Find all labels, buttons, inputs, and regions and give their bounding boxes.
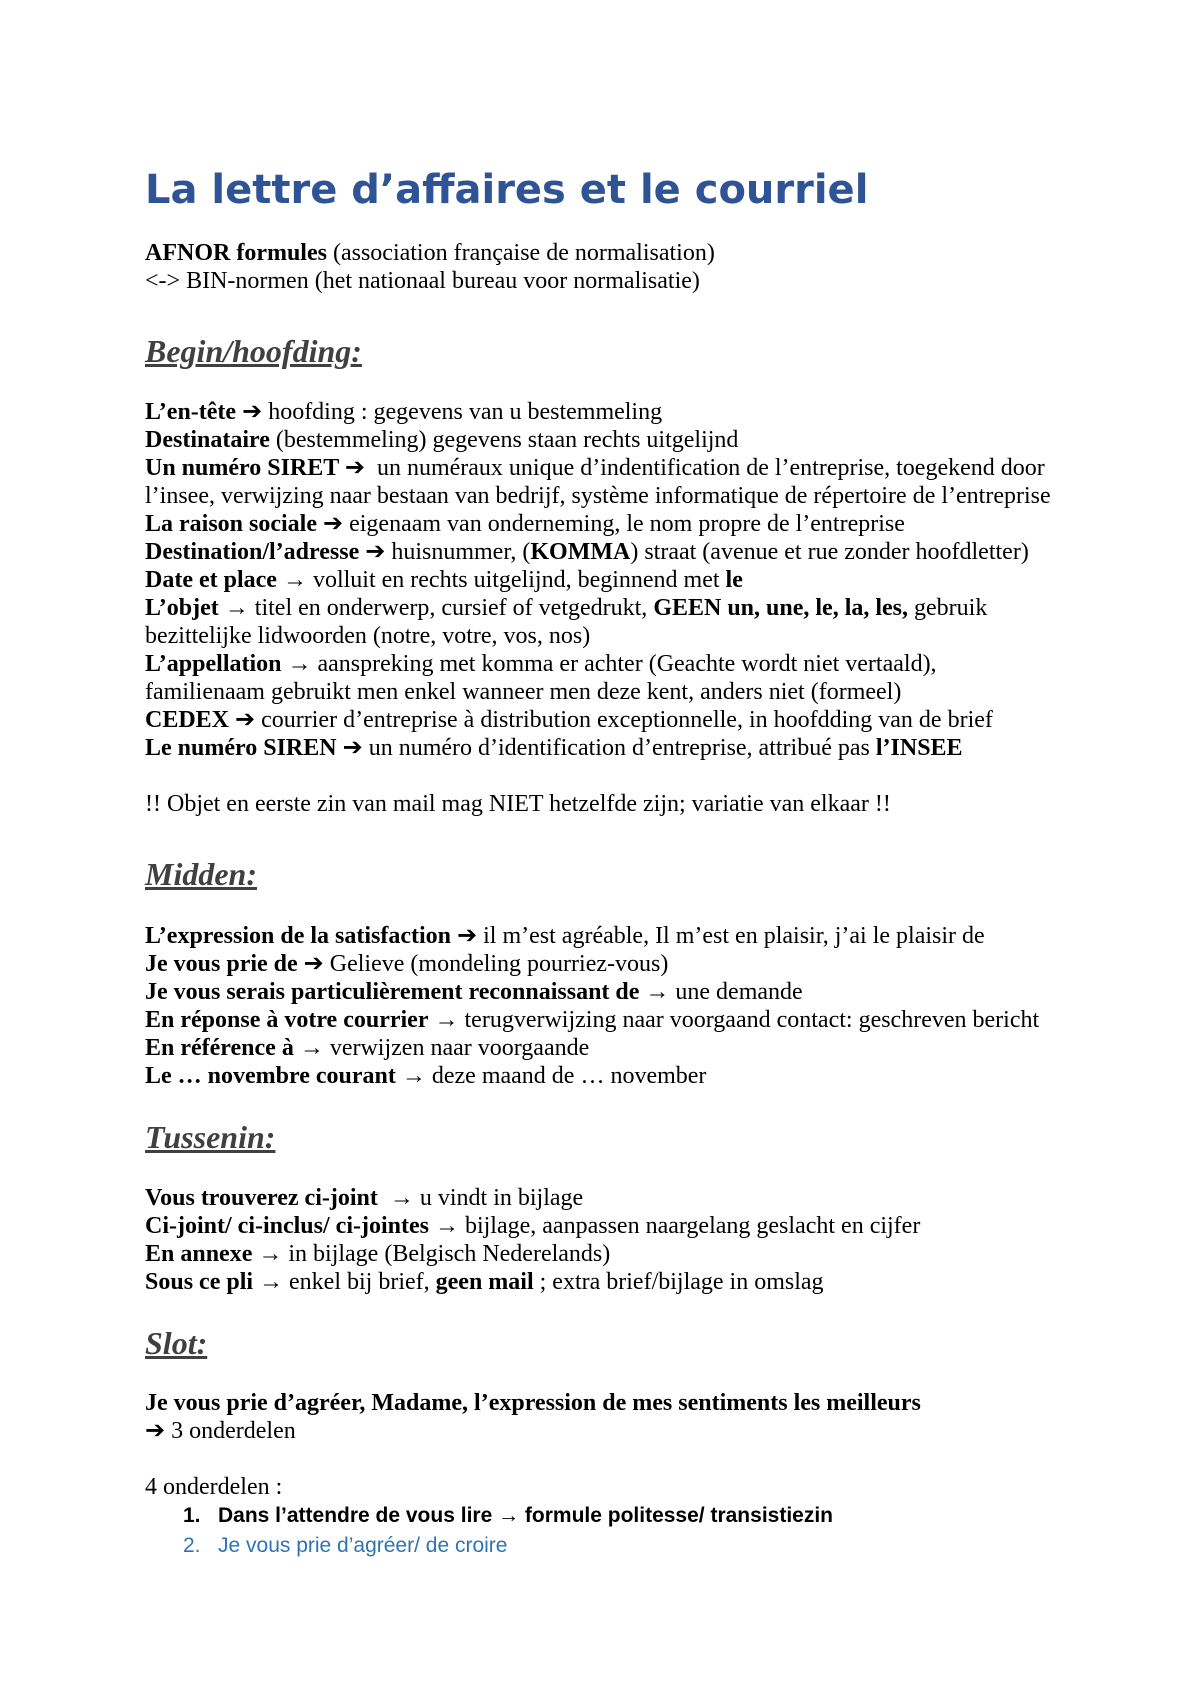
line-text: → bijlage, aanpassen naargelang geslacht en cijfer — [428, 1213, 921, 1239]
line-text: ; extra brief/bijlage in omslag — [533, 1269, 824, 1295]
slot-section — [145, 1389, 921, 1445]
siret-line — [145, 454, 1051, 482]
line-term: Un numéro SIRET ➔ — [145, 455, 365, 481]
line-term: Je vous prie de ➔ — [145, 951, 324, 977]
line-term: Ci-joint/ ci-inclus/ ci-jointes — [145, 1213, 429, 1239]
closing-formula-line — [145, 1389, 921, 1417]
section-heading-midden: Midden: — [145, 856, 257, 892]
reconnaissant-line — [145, 978, 1039, 1006]
ci-joint-line — [145, 1184, 920, 1212]
section-heading-tussenin: Tussenin: — [145, 1119, 276, 1155]
note-line — [145, 790, 891, 818]
line-text: → une demande — [639, 979, 803, 1005]
four-parts-label — [145, 1473, 282, 1501]
tussenin-section — [145, 1184, 920, 1296]
appellation-line-continued — [145, 678, 1051, 706]
line-term: CEDEX ➔ — [145, 707, 256, 733]
line-text: familienaam gebruikt men enkel wanneer men deze kent, anders niet (formeel) — [145, 679, 902, 705]
line-term: Le … novembre courant — [145, 1063, 396, 1089]
line-term: Sous ce pli — [145, 1269, 254, 1295]
siret-line-continued — [145, 482, 1051, 510]
section-heading-slot: Slot: — [145, 1325, 208, 1361]
line-text: un numéro d’identification d’entreprise, attribué pas — [362, 735, 876, 761]
line-term: L’objet — [145, 595, 219, 621]
line-term: En réponse à votre courrier — [145, 1007, 429, 1033]
intro-block — [145, 239, 715, 295]
line-text: huisnummer, ( — [385, 539, 531, 565]
line-term: La raison sociale ➔ — [145, 511, 344, 537]
novembre-line — [145, 1062, 1039, 1090]
bin-line — [145, 267, 715, 295]
three-parts-line — [145, 1417, 921, 1445]
list-text: Je vous prie d’agréer/ de croire — [218, 1534, 508, 1557]
slot-numbered-list — [0, 1501, 1200, 1561]
line-term: L’en-tête ➔ — [145, 399, 263, 425]
reference-line — [145, 1034, 1039, 1062]
list-item — [0, 1501, 1200, 1531]
line-term: Destination/l’adresse ➔ — [145, 539, 386, 565]
line-text: !! Objet en eerste zin van mail mag NIET hetzelfde zijn; variatie van elkaar !! — [145, 791, 891, 817]
list-text: Dans l’attendre de vous lire → formule politesse/ transistiezin — [218, 1504, 833, 1527]
line-term: Je vous serais particulièrement reconnaissant de — [145, 979, 640, 1005]
line-emphasis: geen mail — [435, 1269, 534, 1295]
parts-label-line — [145, 1473, 282, 1501]
line-emphasis: le — [725, 567, 743, 593]
line-text: (bestemmeling) gegevens staan rechts uitgelijnd — [269, 427, 739, 453]
line-text: → deze maand de … november — [395, 1063, 707, 1089]
line-text: un numéraux unique d’indentification de l’entreprise, toegekend door — [364, 455, 1045, 481]
ci-inclus-line — [145, 1212, 920, 1240]
line-text: courrier d’entreprise à distribution exceptionnelle, in hoofdding van de brief — [255, 707, 993, 733]
line-text: → u vindt in bijlage — [377, 1185, 584, 1211]
satisfaction-line — [145, 922, 1039, 950]
line-text: eigenaam van onderneming, le nom propre de l’entreprise — [343, 511, 905, 537]
appellation-line — [145, 650, 1051, 678]
line-text: → volluit en rechts uitgelijnd, beginnend met — [276, 567, 726, 593]
line-text: bezittelijke lidwoorden (notre, votre, vos, nos) — [145, 623, 591, 649]
line-term: Date et place — [145, 567, 277, 593]
line-text: (association française de normalisation) — [326, 240, 715, 266]
line-term: L’appellation — [145, 651, 282, 677]
line-text: hoofding : gegevens van u bestemmeling — [262, 399, 663, 425]
objet-note — [145, 790, 891, 818]
line-emphasis: l’INSEE — [875, 735, 963, 761]
objet-line — [145, 594, 1051, 622]
line-text: → titel en onderwerp, cursief of vetgedrukt, — [218, 595, 654, 621]
line-text: → verwijzen naar voorgaande — [293, 1035, 590, 1061]
line-term: L’expression de la satisfaction ➔ — [145, 923, 478, 949]
line-text: gebruik — [908, 595, 988, 621]
line-text: ➔ 3 onderdelen — [145, 1418, 296, 1444]
line-text: → aanspreking met komma er achter (Geachte wordt niet vertaald), — [281, 651, 937, 677]
line-emphasis: GEEN un, une, le, la, les, — [653, 595, 909, 621]
line-text: <-> BIN-normen (het nationaal bureau voor normalisatie) — [145, 268, 700, 294]
afnor-line — [145, 239, 715, 267]
line-term: Je vous prie d’agréer, Madame, l’expression de mes sentiments les meilleurs — [145, 1390, 921, 1416]
line-text: Gelieve (mondeling pourriez-vous) — [323, 951, 669, 977]
line-term: AFNOR formules — [145, 240, 327, 266]
reponse-line — [145, 1006, 1039, 1034]
je-vous-prie-line — [145, 950, 1039, 978]
annexe-line — [145, 1240, 920, 1268]
line-term: Destinataire — [145, 427, 270, 453]
line-term: Le numéro SIREN ➔ — [145, 735, 363, 761]
list-number: 1. — [183, 1504, 201, 1527]
objet-line-continued — [145, 622, 1051, 650]
raison-sociale-line — [145, 510, 1051, 538]
line-text: ) straat (avenue et rue zonder hoofdletter) — [630, 539, 1029, 565]
line-term: Vous trouverez ci-joint — [145, 1185, 378, 1211]
line-text: l’insee, verwijzing naar bestaan van bedrijf, système informatique de répertoire de l’entreprise — [145, 483, 1051, 509]
line-text: 4 onderdelen : — [145, 1474, 283, 1500]
line-text: → enkel bij brief, — [253, 1269, 436, 1295]
line-emphasis: KOMMA — [530, 539, 631, 565]
siren-line — [145, 734, 1051, 762]
section-heading-begin: Begin/hoofding: — [145, 333, 362, 369]
date-place-line — [145, 566, 1051, 594]
destination-line — [145, 538, 1051, 566]
entete-line — [145, 398, 1051, 426]
list-item — [0, 1531, 1200, 1561]
midden-section — [145, 922, 1039, 1090]
line-text: → terugverwijzing naar voorgaand contact: geschreven bericht — [428, 1007, 1040, 1033]
line-term: En référence à — [145, 1035, 294, 1061]
line-text: il m’est agréable, Il m’est en plaisir, j’ai le plaisir de — [477, 923, 985, 949]
line-text: → in bijlage (Belgisch Nederelands) — [252, 1241, 611, 1267]
list-number: 2. — [183, 1534, 201, 1557]
cedex-line — [145, 706, 1051, 734]
sous-ce-pli-line — [145, 1268, 920, 1296]
line-term: En annexe — [145, 1241, 253, 1267]
destinataire-line — [145, 426, 1051, 454]
begin-section — [145, 398, 1051, 762]
page-title: La lettre d’affaires et le courriel — [145, 167, 869, 213]
